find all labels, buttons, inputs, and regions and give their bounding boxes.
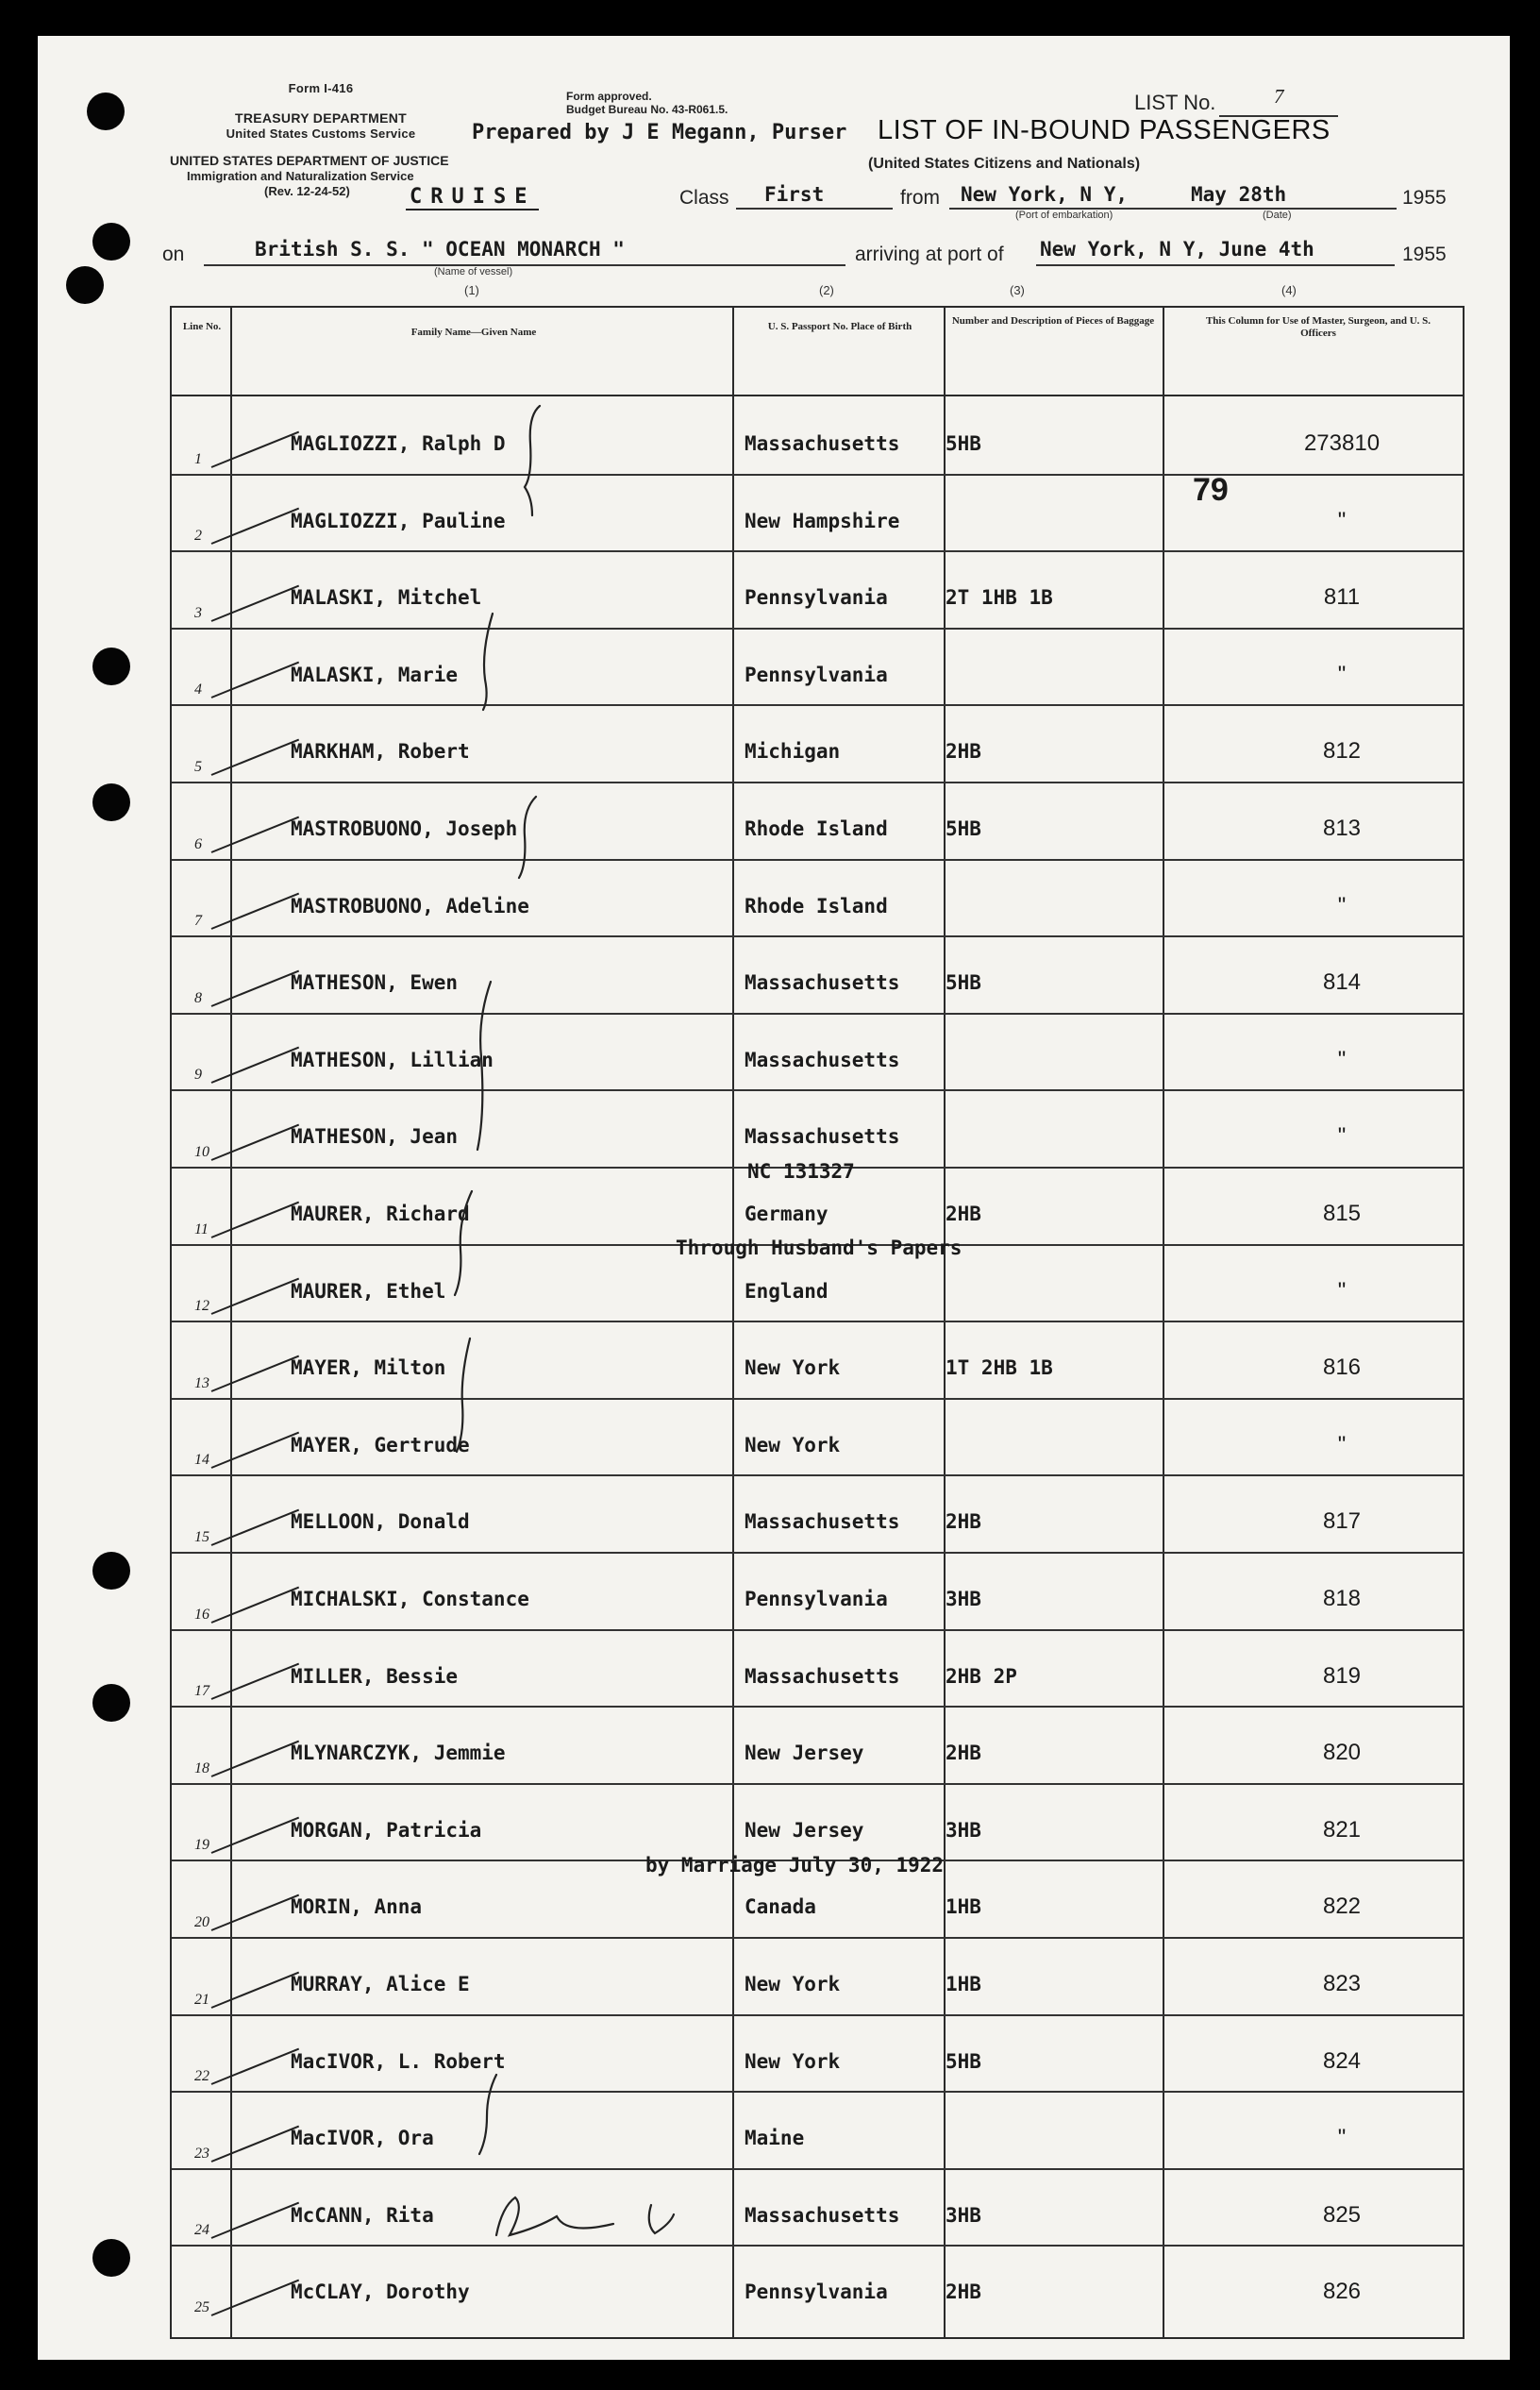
passenger-name: MALASKI, Marie [291, 663, 459, 686]
col-num-1: (1) [464, 283, 479, 297]
officer-number: 824 [1322, 2047, 1362, 2074]
birth-place: Massachusetts [745, 2203, 900, 2227]
year-1: 1955 [1402, 187, 1447, 209]
officer-number: 814 [1322, 969, 1362, 996]
binder-hole [92, 648, 130, 685]
line-number: 17 [194, 1683, 209, 1700]
birth-place: Massachusetts [745, 1664, 900, 1688]
stamp-number: 79 [1193, 472, 1229, 508]
passenger-name: MORGAN, Patricia [291, 1818, 482, 1842]
passenger-name: MAURER, Ethel [291, 1279, 446, 1303]
table-row [172, 859, 1463, 938]
birth-place: Rhode Island [745, 894, 888, 917]
binder-hole [87, 93, 125, 130]
budget-bureau: Budget Bureau No. 43-R061.5. [566, 103, 728, 116]
line-number: 6 [194, 835, 202, 852]
dept-justice: UNITED STATES DEPARTMENT OF JUSTICE [170, 153, 449, 168]
birth-place: Massachusetts [745, 1048, 900, 1071]
binder-hole [92, 1684, 130, 1722]
line-number: 7 [194, 913, 202, 930]
birth-place: New Jersey [745, 1818, 864, 1842]
birth-place: Michigan [745, 740, 841, 764]
officer-number: " [1337, 1046, 1347, 1072]
vessel-caption: (Name of vessel) [434, 266, 513, 278]
passport-note-11: NC 131327 [747, 1160, 855, 1183]
table-row [172, 1013, 1463, 1092]
birth-place: Pennsylvania [745, 2281, 888, 2304]
line-number: 22 [194, 2068, 209, 2085]
baggage-description: 2HB [946, 1510, 981, 1534]
binder-hole [92, 783, 130, 821]
passenger-name: McCLAY, Dorothy [291, 2281, 470, 2304]
line-number: 24 [194, 2222, 209, 2239]
birth-place: New Jersey [745, 1742, 864, 1765]
table-row [172, 782, 1463, 861]
officer-number: 816 [1322, 1355, 1362, 1381]
table-row [172, 628, 1463, 707]
list-no-value: 7 [1274, 85, 1284, 108]
passenger-name: McCANN, Rita [291, 2203, 434, 2227]
form-number: Form I-416 [288, 81, 354, 95]
table-row [172, 935, 1463, 1015]
line-number: 15 [194, 1528, 209, 1545]
dept-treasury: TREASURY DEPARTMENT [234, 110, 407, 126]
papers-note-12: Through Husband's Papers [676, 1237, 962, 1259]
table-row [172, 1398, 1463, 1477]
birth-place: Massachusetts [745, 971, 900, 995]
passenger-name: MARKHAM, Robert [291, 740, 470, 764]
line-number: 12 [194, 1298, 209, 1315]
binder-hole [66, 266, 104, 304]
passenger-name: MATHESON, Lillian [291, 1048, 494, 1071]
officer-number: 819 [1322, 1662, 1362, 1689]
passenger-name: MLYNARCZYK, Jemmie [291, 1742, 506, 1765]
birth-place: New York [745, 1433, 841, 1456]
col-header-passport: U. S. Passport No. Place of Birth [767, 321, 912, 332]
table-body [172, 396, 1463, 2337]
table-row [172, 1783, 1463, 1862]
birth-place: Massachusetts [745, 1510, 900, 1534]
birth-place: Pennsylvania [745, 586, 888, 610]
baggage-description: 2HB [946, 2281, 981, 2304]
port-embarkation-caption: (Port of embarkation) [1015, 210, 1113, 221]
line-number: 2 [194, 528, 202, 545]
col-header-officers: This Column for Use of Master, Surgeon, and U. S. Officers [1205, 315, 1431, 339]
col-num-4: (4) [1281, 283, 1297, 297]
vessel-name: British S. S. " OCEAN MONARCH " [255, 238, 625, 261]
officer-number: 815 [1322, 1201, 1362, 1226]
line-number: 13 [194, 1374, 209, 1391]
baggage-description: 2HB [946, 1742, 981, 1765]
officer-number: 826 [1322, 2279, 1362, 2305]
line-number: 21 [194, 1991, 209, 2008]
table-row [172, 1937, 1463, 2016]
marriage-note-20: by Marriage July 30, 1922 [645, 1854, 945, 1877]
birth-place: Rhode Island [745, 817, 888, 840]
passenger-name: MASTROBUONO, Joseph [291, 817, 518, 840]
baggage-description: 2HB [946, 1203, 981, 1225]
from-date: May 28th [1191, 183, 1287, 206]
baggage-description: 3HB [946, 1818, 981, 1842]
officer-number: " [1337, 1123, 1347, 1150]
col-header-baggage: Number and Description of Pieces of Baggage [951, 315, 1155, 327]
officer-number: " [1337, 2125, 1347, 2151]
from-port: New York, N Y, [961, 183, 1129, 206]
birth-place: New York [745, 1973, 841, 1995]
birth-place: Massachusetts [745, 432, 900, 455]
dept-immigration: Immigration and Naturalization Service [187, 169, 414, 183]
birth-place: England [745, 1279, 829, 1303]
baggage-description: 2T 1HB 1B [946, 586, 1053, 610]
line-number: 19 [194, 1837, 209, 1854]
table-row [172, 2014, 1463, 2094]
passenger-name: MURRAY, Alice E [291, 1973, 470, 1995]
arrival-underline [1036, 264, 1395, 266]
baggage-description: 1HB [946, 1895, 981, 1919]
baggage-description: 5HB [946, 2049, 981, 2073]
binder-hole [92, 223, 130, 261]
line-number: 10 [194, 1143, 209, 1160]
baggage-description: 5HB [946, 432, 981, 455]
birth-place: Maine [745, 2127, 805, 2150]
officer-number: 811 [1323, 584, 1361, 611]
officer-number: 821 [1322, 1816, 1362, 1843]
passenger-name: MILLER, Bessie [291, 1664, 459, 1688]
list-no-label: LIST No. [1134, 91, 1216, 114]
on-label: on [162, 244, 185, 265]
table-row [172, 1474, 1463, 1554]
baggage-description: 5HB [946, 817, 981, 840]
passenger-name: MELLOON, Donald [291, 1510, 470, 1534]
passenger-name: MAYER, Milton [291, 1356, 446, 1380]
line-number: 8 [194, 989, 202, 1006]
arrival-port: New York, N Y, June 4th [1040, 238, 1314, 261]
table-row [172, 396, 1463, 476]
binder-hole [92, 2239, 130, 2277]
baggage-description: 2HB 2P [946, 1664, 1017, 1688]
birth-place: Pennsylvania [745, 1588, 888, 1610]
passenger-name: MICHALSKI, Constance [291, 1588, 529, 1610]
officer-number: 825 [1322, 2201, 1362, 2228]
officer-number: 822 [1322, 1893, 1362, 1920]
passenger-name: MacIVOR, L. Robert [291, 2049, 506, 2073]
list-subtitle: (United States Citizens and Nationals) [868, 156, 1141, 172]
birth-place: Canada [745, 1895, 816, 1919]
col-num-3: (3) [1010, 283, 1025, 297]
birth-place: New Hampshire [745, 509, 900, 532]
baggage-description: 3HB [946, 1588, 981, 1610]
col-header-name: Family Name—Given Name [410, 327, 537, 338]
line-number: 9 [194, 1067, 202, 1084]
table-row [172, 1089, 1463, 1169]
baggage-description: 3HB [946, 2203, 981, 2227]
birth-place: Pennsylvania [745, 663, 888, 686]
line-number: 1 [194, 450, 202, 467]
class-underline [736, 208, 893, 210]
from-label: from [900, 187, 940, 209]
officer-number: 812 [1322, 738, 1362, 765]
officer-number: 817 [1322, 1508, 1362, 1535]
officer-number: 273810 [1303, 430, 1381, 456]
line-number: 11 [194, 1220, 209, 1237]
passenger-name: MALASKI, Mitchel [291, 586, 482, 610]
year-2: 1955 [1402, 244, 1447, 265]
officer-number: " [1337, 1277, 1347, 1304]
passenger-name: MAURER, Richard [291, 1203, 470, 1225]
birth-place: Massachusetts [745, 1125, 900, 1149]
passenger-name: MacIVOR, Ora [291, 2127, 434, 2150]
passenger-name: MAGLIOZZI, Pauline [291, 509, 506, 532]
form-revision: (Rev. 12-24-52) [264, 184, 350, 198]
table-row [172, 474, 1463, 553]
date-caption: (Date) [1263, 210, 1292, 221]
line-number: 16 [194, 1606, 209, 1623]
arriving-label: arriving at port of [855, 244, 1004, 265]
prepared-by: Prepared by J E Megann, Purser [472, 121, 847, 144]
table-row [172, 2168, 1463, 2247]
line-number: 4 [194, 682, 202, 698]
line-number: 18 [194, 1759, 209, 1776]
table-row [172, 1552, 1463, 1631]
baggage-description: 1T 2HB 1B [946, 1356, 1053, 1380]
officer-number: 823 [1322, 1971, 1362, 1996]
officer-number: 813 [1322, 816, 1362, 841]
form-approved: Form approved. [566, 90, 652, 103]
baggage-description: 2HB [946, 740, 981, 764]
passenger-name: MAGLIOZZI, Ralph D [291, 432, 506, 455]
baggage-description: 1HB [946, 1973, 981, 1995]
passenger-name: MATHESON, Ewen [291, 971, 459, 995]
table-row [172, 2245, 1463, 2322]
table-row [172, 1321, 1463, 1400]
table-row [172, 2091, 1463, 2170]
table-row [172, 704, 1463, 783]
col-num-2: (2) [819, 283, 834, 297]
passenger-name: MASTROBUONO, Adeline [291, 894, 529, 917]
birth-place: New York [745, 1356, 841, 1380]
list-title: LIST OF IN-BOUND PASSENGERS [878, 115, 1331, 145]
col-header-line: Line No. [182, 321, 222, 332]
officer-number: 820 [1322, 1740, 1362, 1766]
document-page [38, 36, 1510, 2360]
line-number: 25 [194, 2298, 209, 2315]
birth-place: Germany [745, 1203, 829, 1225]
vessel-underline [204, 264, 845, 266]
passenger-name: MORIN, Anna [291, 1895, 423, 1919]
table-row [172, 550, 1463, 630]
cruise-label: CRUISE [406, 185, 539, 210]
line-number: 20 [194, 1913, 209, 1930]
passenger-table [170, 306, 1465, 2339]
table-row [172, 1629, 1463, 1708]
dept-customs: United States Customs Service [226, 126, 416, 141]
passenger-name: MATHESON, Jean [291, 1125, 459, 1149]
officer-number: " [1337, 507, 1347, 533]
birth-place: New York [745, 2049, 841, 2073]
officer-number: " [1337, 1431, 1347, 1457]
table-row [172, 1706, 1463, 1785]
officer-number: 818 [1322, 1586, 1362, 1611]
officer-number: " [1337, 892, 1347, 918]
class-value: First [764, 183, 825, 206]
line-number: 5 [194, 758, 202, 775]
class-label: Class [679, 187, 729, 209]
baggage-description: 5HB [946, 971, 981, 995]
line-number: 3 [194, 604, 202, 621]
passenger-name: MAYER, Gertrude [291, 1433, 470, 1456]
binder-hole [92, 1552, 130, 1590]
officer-number: " [1337, 661, 1347, 687]
line-number: 14 [194, 1452, 209, 1469]
line-number: 23 [194, 2145, 209, 2162]
